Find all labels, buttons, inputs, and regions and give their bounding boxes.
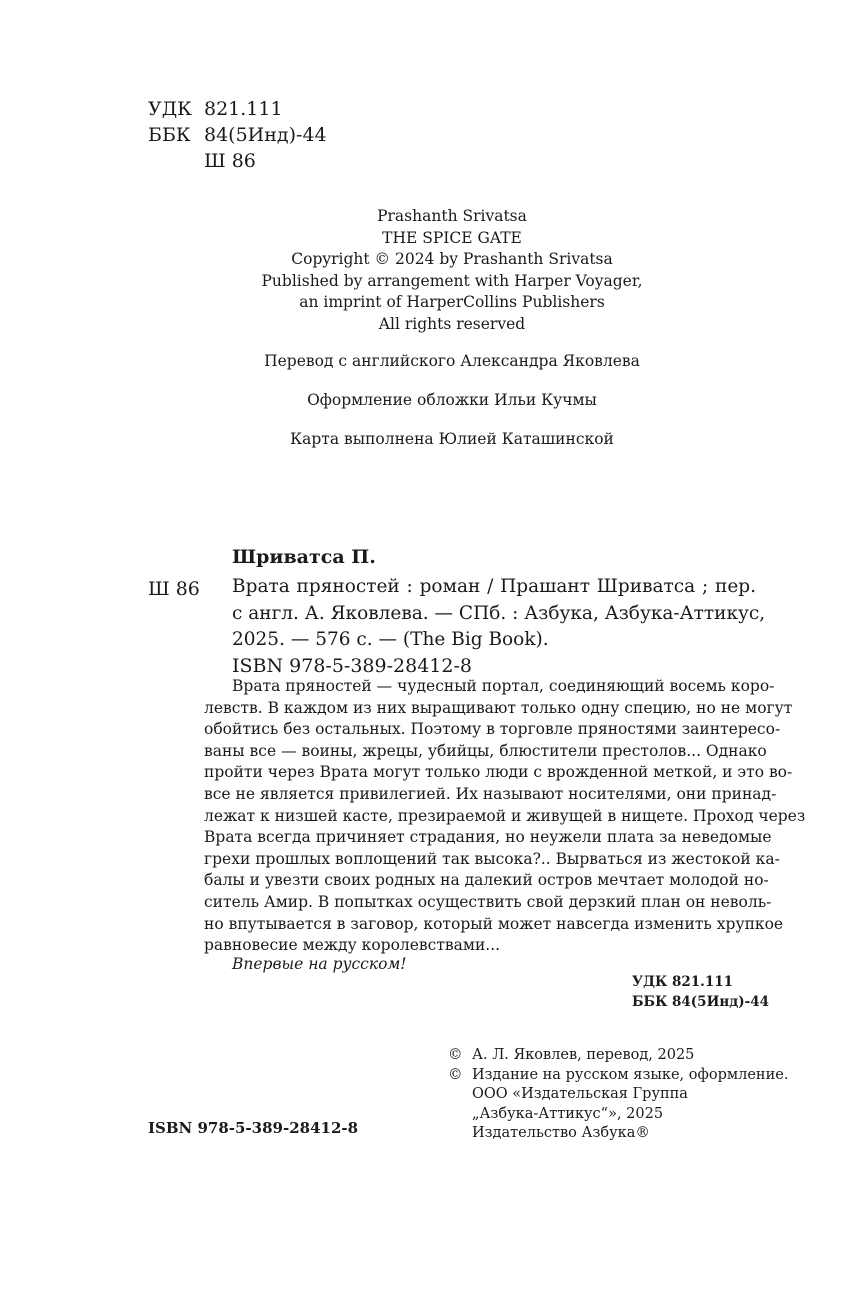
copyright-line: Copyright © 2024 by Prashanth Srivatsa	[291, 250, 613, 268]
annotation-line: Врата пряностей — чудесный портал, соединяющий восемь коро-	[232, 677, 775, 695]
translator-credit: Перевод с английского Александра Яковлева	[264, 352, 640, 370]
annotation-line: левств. В каждом из них выращивают только одну специю, но не могут	[204, 698, 793, 717]
annotation-line: ситель Амир. В попытках осуществить свой дерзкий план он неволь-	[204, 892, 772, 911]
card-isbn: ISBN 978-5-389-28412-8	[232, 655, 472, 677]
annotation-line: ваны все — воины, жрецы, убийцы, блюстители престолов... Однако	[204, 741, 767, 760]
description-line: 2025. — 576 с. — (The Big Book).	[232, 629, 549, 650]
map-credit: Карта выполнена Юлией Каташинской	[290, 430, 614, 448]
bbk-row	[148, 122, 327, 148]
card-code: Ш 86	[148, 578, 200, 600]
author-sign-row	[148, 148, 327, 174]
rights-line: All rights reserved	[378, 314, 526, 333]
annotation	[204, 676, 806, 957]
isbn-bottom: ISBN 978-5-389-28412-8	[148, 1119, 359, 1137]
udk-label: УДК	[148, 98, 192, 120]
annotation-line: равновесие между королевствами...	[204, 936, 501, 955]
russian-copyrights	[448, 1046, 788, 1144]
annotation-line: лежат к низшей касте, презираемой и живущей в нищете. Проход через	[204, 806, 806, 825]
card-author: Шриватса П.	[232, 546, 376, 568]
imprint-line: an imprint of HarperCollins Publishers	[299, 293, 605, 311]
translation-copyright-text: А. Л. Яковлев, перевод, 2025	[472, 1047, 695, 1063]
edition-copyright	[448, 1066, 788, 1086]
edition-line: Издание на русском языке, оформление.	[472, 1066, 789, 1083]
udk-row-bottom	[632, 972, 769, 992]
udk-row	[148, 96, 327, 122]
udk-label-bottom: УДК	[632, 974, 668, 990]
annotation-line: Врата всегда причиняет страдания, но неужели плата за неведомые	[204, 828, 772, 847]
bbk-row-bottom	[632, 992, 769, 1012]
annotation-line: обойтись без остальных. Поэтому в торговле пряностями заинтересо-	[204, 720, 781, 739]
annotation-line: пройти через Врата могут только люди с врожденной меткой, и это во-	[204, 763, 793, 782]
cover-credit: Оформление обложки Ильи Кучмы	[307, 391, 597, 409]
original-copyright	[0, 206, 856, 335]
description-line: Врата пряностей : роман / Прашант Шриватса ; пер.	[232, 576, 756, 597]
edition-line: Издательство Азбука®	[472, 1125, 650, 1141]
original-title: THE SPICE GATE	[382, 228, 522, 247]
bbk-label-bottom: ББК	[632, 994, 668, 1010]
bbk-value: 84(5Инд)-44	[204, 124, 327, 146]
copyright-symbol: ©	[448, 1047, 463, 1063]
annotation-line: балы и увезти своих родных на далекий остров мечтает молодой но-	[204, 871, 769, 890]
annotation-line: грехи прошлых воплощений так высока?.. Вырваться из жестокой ка-	[204, 849, 780, 868]
classification-bottom	[632, 972, 769, 1012]
annotation-line: все не является привилегией. Их называют носителями, они принад-	[204, 784, 777, 803]
description-line: с англ. А. Яковлева. — СПб. : Азбука, Азбука-Аттикус,	[232, 602, 766, 624]
translation-copyright	[448, 1046, 788, 1066]
copyright-symbol: ©	[448, 1066, 463, 1083]
udk-value: 821.111	[204, 98, 283, 120]
edition-line: ООО «Издательская Группа	[472, 1086, 688, 1102]
udk-value-bottom: 821.111	[672, 974, 734, 990]
edition-line: „Азбука-Аттикус“», 2025	[472, 1105, 664, 1122]
first-edition-note: Впервые на русском!	[232, 955, 407, 973]
annotation-line: но впутывается в заговор, который может навсегда изменить хрупкое	[204, 914, 784, 933]
classification-block	[148, 96, 327, 174]
original-author: Prashanth Srivatsa	[377, 207, 527, 225]
card-description	[232, 574, 766, 654]
arrangement-line: Published by arrangement with Harper Voyager,	[261, 271, 643, 290]
author-sign: Ш 86	[204, 150, 256, 172]
bbk-value-bottom: 84(5Инд)-44	[672, 994, 769, 1010]
bbk-label: ББК	[148, 124, 191, 146]
